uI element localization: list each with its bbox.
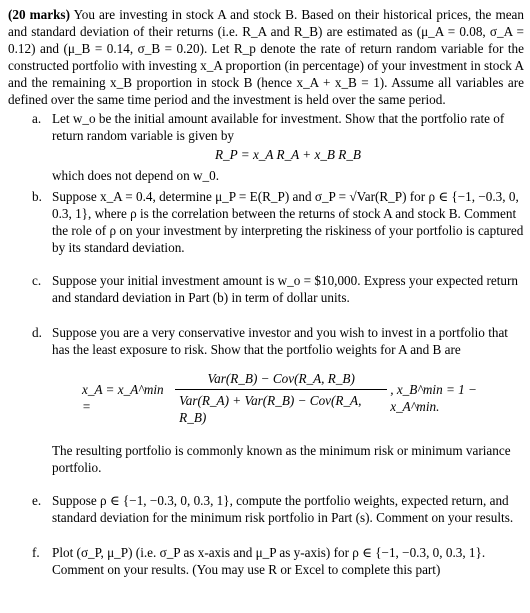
- marks-label: (20 marks): [8, 7, 70, 22]
- part-c: [8, 272, 524, 306]
- intro-text: You are investing in stock A and stock B. Based on their historical prices, the mean and standard deviation of their returns (i.e. R_A and R_B) are estimated as (μ_A = 0.08, σ_A = 0.12) and (μ_B = 0.14, σ_B = 0.20). Let R_p denote the rate of return random variable for the constructed portfolio with investing x_A proportion (in percentage) of your investment in stock A and the remaining x_B proportion in stock B (hence x_A + x_B = 1). Assume all variables are defined over the same time period and the investment is held over the same period.: [8, 7, 525, 107]
- formula-denominator: Var(R_A) + Var(R_B) − Cov(R_A, R_B): [175, 389, 387, 426]
- part-a-text: Let w_o be the initial amount available for investment. Show that the portfolio rate of return random variable is given by: [52, 111, 505, 143]
- portfolio-return-equation: R_P = x_A R_A + x_B R_B: [215, 147, 361, 162]
- formula-lhs: x_A = x_A^min =: [82, 382, 164, 414]
- part-c-text: Suppose your initial investment amount is w_o = $10,000. Express your expected return and standard deviation in Part (b) in term of dollar units.: [52, 273, 518, 305]
- part-e-text: Suppose ρ ∈ {−1, −0.3, 0, 0.3, 1}, compute the portfolio weights, expected return, and standard deviation for the minimum risk portfolio in Part (s). Comment on your results.: [52, 493, 514, 525]
- part-a-label: a.: [32, 111, 42, 126]
- part-d-label: d.: [32, 325, 42, 340]
- part-d: [8, 324, 524, 476]
- part-c-label: c.: [32, 273, 42, 288]
- part-d-text: Suppose you are a very conservative investor and you wish to invest in a portfolio that has the least exposure to risk. Show that the portfolio weights for A and B are: [52, 325, 508, 357]
- min-variance-formula: [52, 370, 524, 426]
- formula-numerator: Var(R_B) − Cov(R_A, R_B): [207, 371, 355, 386]
- part-f-label: f.: [32, 545, 40, 560]
- part-b-label: b.: [32, 189, 42, 204]
- part-f: [8, 544, 524, 578]
- formula-fraction: [175, 370, 387, 426]
- part-a: [8, 110, 524, 184]
- part-b: [8, 188, 524, 256]
- problem-intro: [8, 6, 524, 108]
- formula-rhs: , x_B^min = 1 − x_A^min.: [390, 382, 477, 414]
- part-e-label: e.: [32, 493, 42, 508]
- part-d-after: The resulting portfolio is commonly known as the minimum risk or minimum variance portfolio.: [52, 443, 511, 475]
- part-f-text: Plot (σ_P, μ_P) (i.e. σ_P as x-axis and μ_P as y-axis) for ρ ∈ {−1, −0.3, 0, 0.3, 1}. Comment on your results. (You may use R or Excel to complete this part): [52, 545, 486, 577]
- problem-page: [8, 6, 524, 578]
- part-e: [8, 492, 524, 526]
- part-a-after: which does not depend on w_0.: [52, 168, 220, 183]
- part-b-text: Suppose x_A = 0.4, determine μ_P = E(R_P) and σ_P = √Var(R_P) for ρ ∈ {−1, −0.3, 0, 0.3, 1}, where ρ is the correlation between the returns of stock A and stock B. Comment the role of ρ on your investment by interpreting the riskiness of your portfolio is captured by its standard deviation.: [52, 189, 524, 255]
